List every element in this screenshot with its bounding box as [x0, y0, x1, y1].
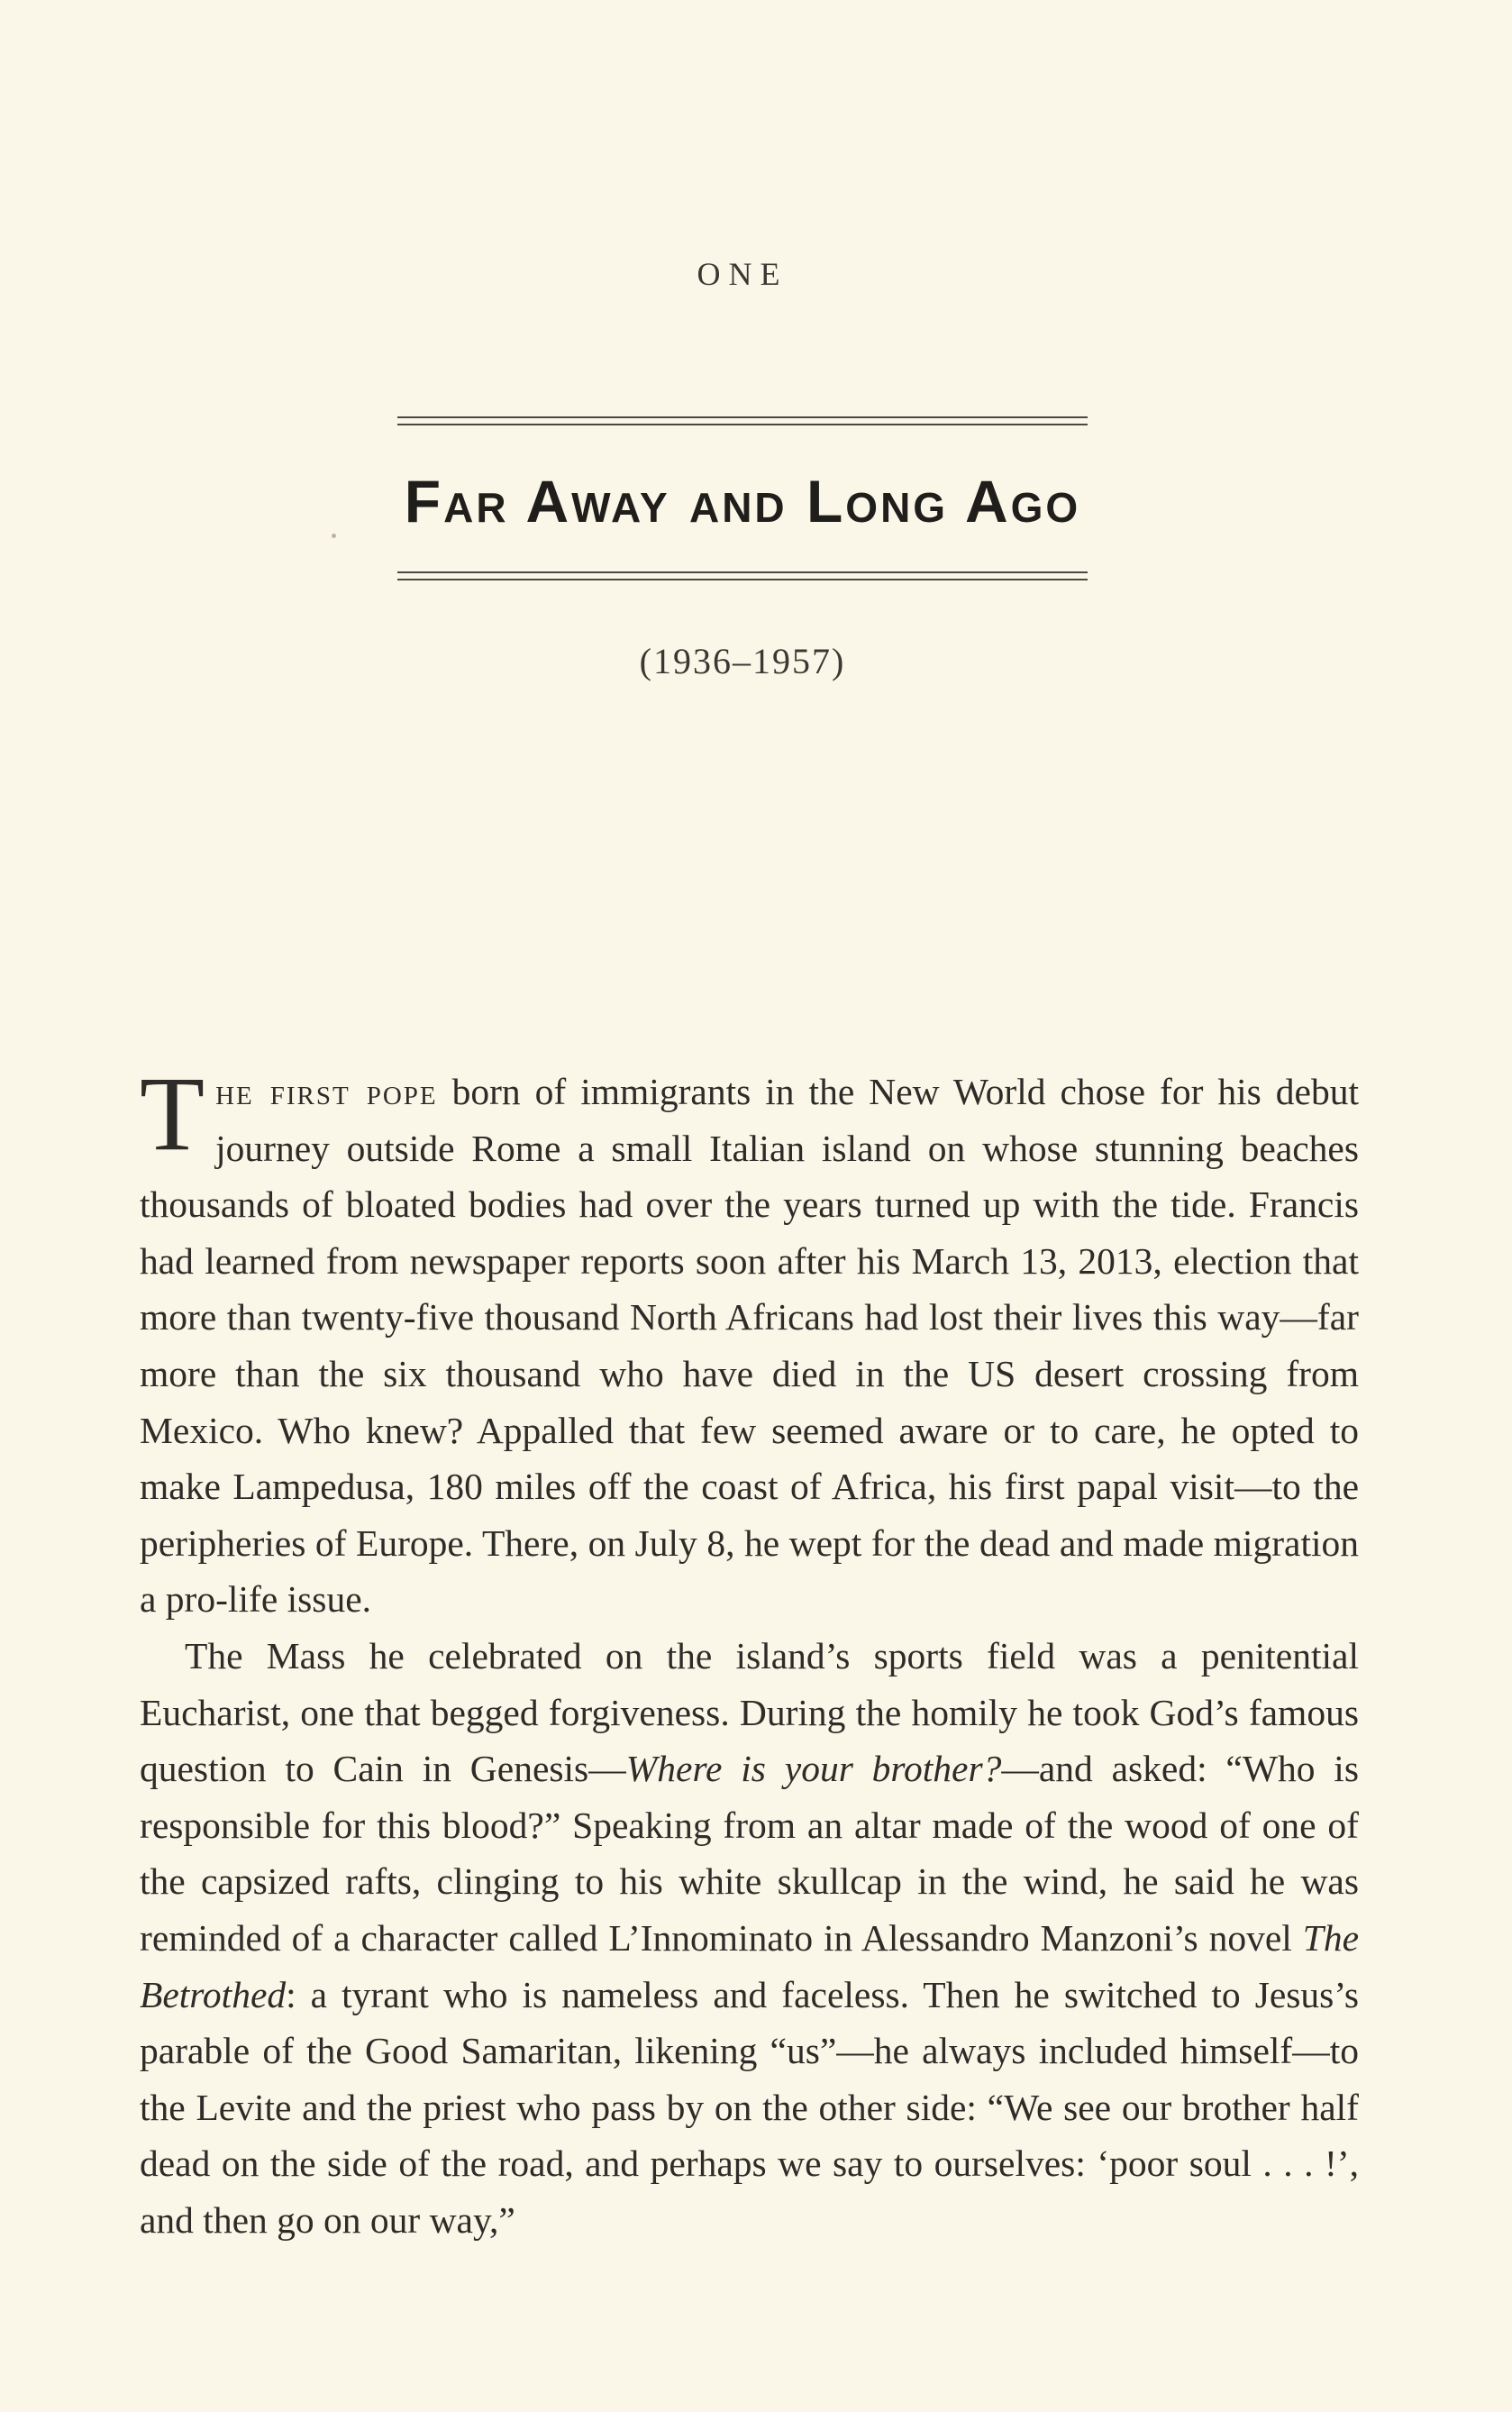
paragraph-1	[140, 1055, 1359, 1628]
rule-line	[397, 571, 1088, 573]
paragraph-1-text: born of immigrants in the New World chose for his debut journey outside Rome a small Italian island on whose stunning beaches thousands of bloated bodies had over the years turned up with the tide. Francis had learned from newspaper reports soon after his March 13, 2013, election that more than twenty-five thousand North Africans had lost their lives this way—far more than the six thousand who have died in the US desert crossing from Mexico. Who knew? Appalled that few seemed aware or to care, he opted to make Lampedusa, 180 miles off the coast of Africa, his first papal visit—to the peripheries of Europe. There, on July 8, he wept for the dead and made migration a pro-life issue.	[140, 1071, 1359, 1621]
scan-speck	[332, 534, 336, 538]
paragraph-2-text-c: : a tyrant who is nameless and faceless. Then he switched to Jesus’s parable of the Good Samaritan, likening “us”—he always included himself—to the Levite and the priest who pass by on the other side: “We see our brother half dead on the side of the road, and perhaps we say to ourselves: ‘poor soul . . . !’, and then go on our way,”	[140, 1973, 1359, 2241]
chapter-dates: (1936–1957)	[639, 641, 846, 681]
drop-cap: T	[140, 1055, 205, 1173]
title-rule-top	[397, 416, 1088, 425]
paragraph-2	[140, 1628, 1359, 2249]
paragraph-2-text-b: —and asked: “Who is responsible for this blood?” Speaking from an altar made of the wood of one of the capsized rafts, clinging to his white skullcap in the wind, he said he was reminded of a character called L’Innominato in Alessandro Manzoni’s novel	[140, 1748, 1359, 1959]
rule-line	[397, 416, 1088, 418]
paragraph-2-text-a: The Mass he celebrated on the island’s sports field was a penitential Eucharist, one that begged forgiveness. During the homily he took God’s famous question to Cain in Genesis—	[140, 1634, 1359, 1790]
paragraph-2-italic-book-title: The Betrothed	[140, 1916, 1359, 2015]
chapter-number: ONE	[697, 256, 788, 292]
title-rule-bottom	[397, 571, 1088, 580]
lead-in-smallcaps: he first pope	[215, 1071, 438, 1112]
rule-line	[397, 579, 1088, 580]
chapter-title: Far Away and Long Ago	[404, 468, 1081, 534]
rule-line	[397, 424, 1088, 425]
chapter-body	[140, 1055, 1359, 2248]
paragraph-2-italic-quote: Where is your brother?	[625, 1748, 1002, 1790]
